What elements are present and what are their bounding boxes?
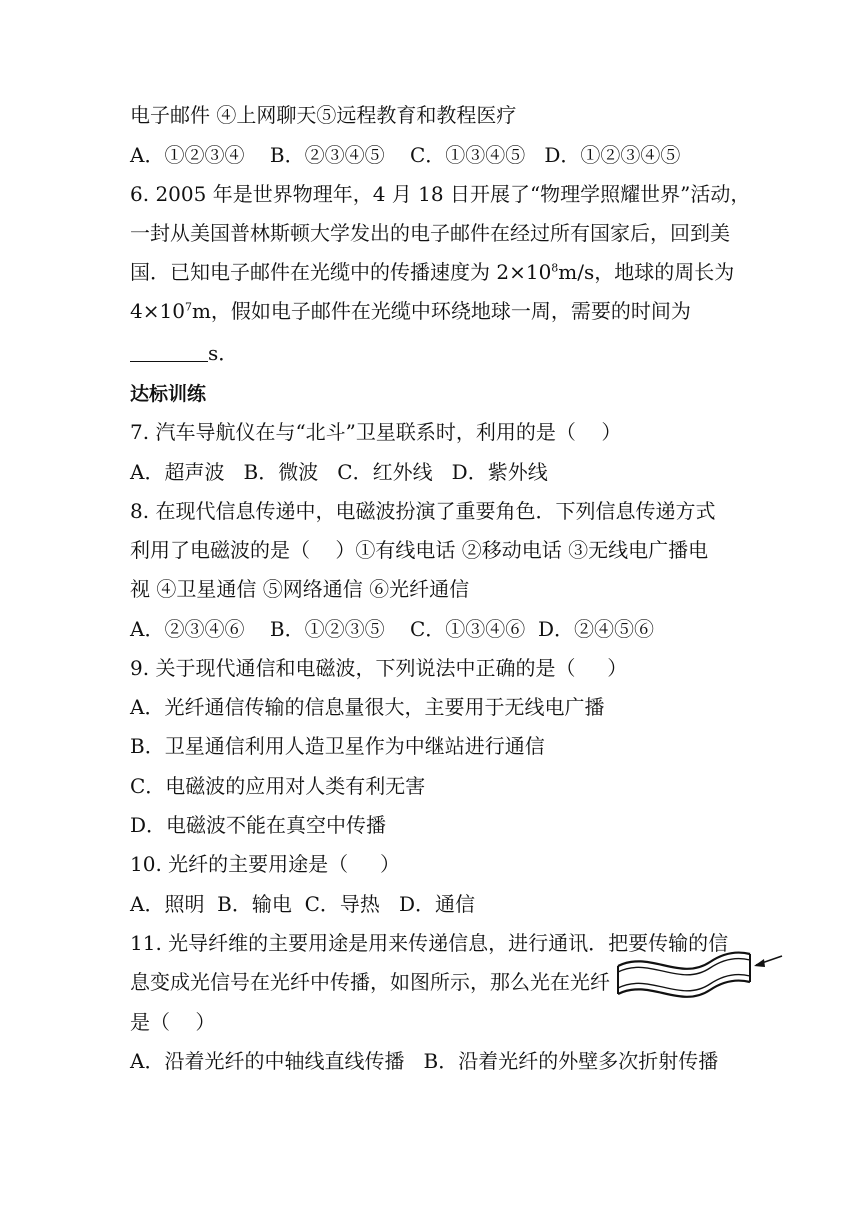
question-9-option-b: B．卫星通信利用人造卫星作为中继站进行通信 [130, 734, 545, 758]
question-11-line-2: 息变成光信号在光纤中传播，如图所示，那么光在光纤 [130, 970, 610, 994]
question-8-line-3: 视 ④卫星通信 ⑤网络通信 ⑥光纤通信 [130, 577, 470, 601]
question-9: 9. 关于现代通信和电磁波，下列说法中正确的是（ ） [130, 656, 628, 680]
question-6-line-5: s． [130, 339, 238, 367]
question-8-options: A．②③④⑥ B．①②③⑤ C．①③④⑥ D．②④⑤⑥ [130, 617, 655, 641]
question-6-line-3: 国．已知电子邮件在光缆中的传播速度为 $2\times 10^8m/s$，地球的周长为 [130, 260, 735, 284]
question-6-line-2: 一封从美国普林斯顿大学发出的电子邮件在经过所有国家后，回到美 [130, 221, 730, 245]
question-7-options: A．超声波 B．微波 C．红外线 D．紫外线 [130, 460, 548, 484]
question-9-option-c: C．电磁波的应用对人类有利无害 [130, 774, 426, 798]
section-heading: 达标训练 [130, 383, 207, 405]
question-9-option-d: D．电磁波不能在真空中传播 [130, 813, 387, 837]
text-line: 电子邮件 ④上网聊天⑤远程教育和教程医疗 [130, 103, 517, 127]
question-11-options: A．沿着光纤的中轴线直线传播 B．沿着光纤的外壁多次折射传播 [130, 1049, 719, 1073]
question-8-line-2: 利用了电磁波的是（ ）①有线电话 ②移动电话 ③无线电广播电 [130, 538, 709, 562]
question-10: 10. 光纤的主要用途是（ ） [130, 852, 400, 876]
question-8-line-1: 8. 在现代信息传递中，电磁波扮演了重要角色．下列信息传递方式 [130, 499, 716, 523]
question-7: 7. 汽车导航仪在与“北斗”卫星联系时，利用的是（ ） [130, 420, 622, 444]
question-5-options: A．①②③④ B．②③④⑤ C．①③④⑤ D．①②③④⑤ [130, 143, 681, 167]
question-10-options: A．照明 B．输电 C．导热 D．通信 [130, 892, 475, 916]
answer-blank [130, 343, 208, 362]
question-9-option-a: A．光纤通信传输的信息量很大，主要用于无线电广播 [130, 695, 605, 719]
question-11-line-3: 是（ ） [130, 1010, 216, 1034]
question-11-line-1: 11. 光导纤维的主要用途是用来传递信息，进行通讯．把要传输的信 [130, 931, 729, 955]
optical-fiber-figure [610, 936, 790, 1006]
question-6-line-4: $4\times 10^7m$，假如电子邮件在光缆中环绕地球一周，需要的时间为 [130, 299, 691, 323]
question-6-line-1: 6. 2005 年是世界物理年，4 月 18 日开展了“物理学照耀世界”活动， [130, 182, 751, 206]
